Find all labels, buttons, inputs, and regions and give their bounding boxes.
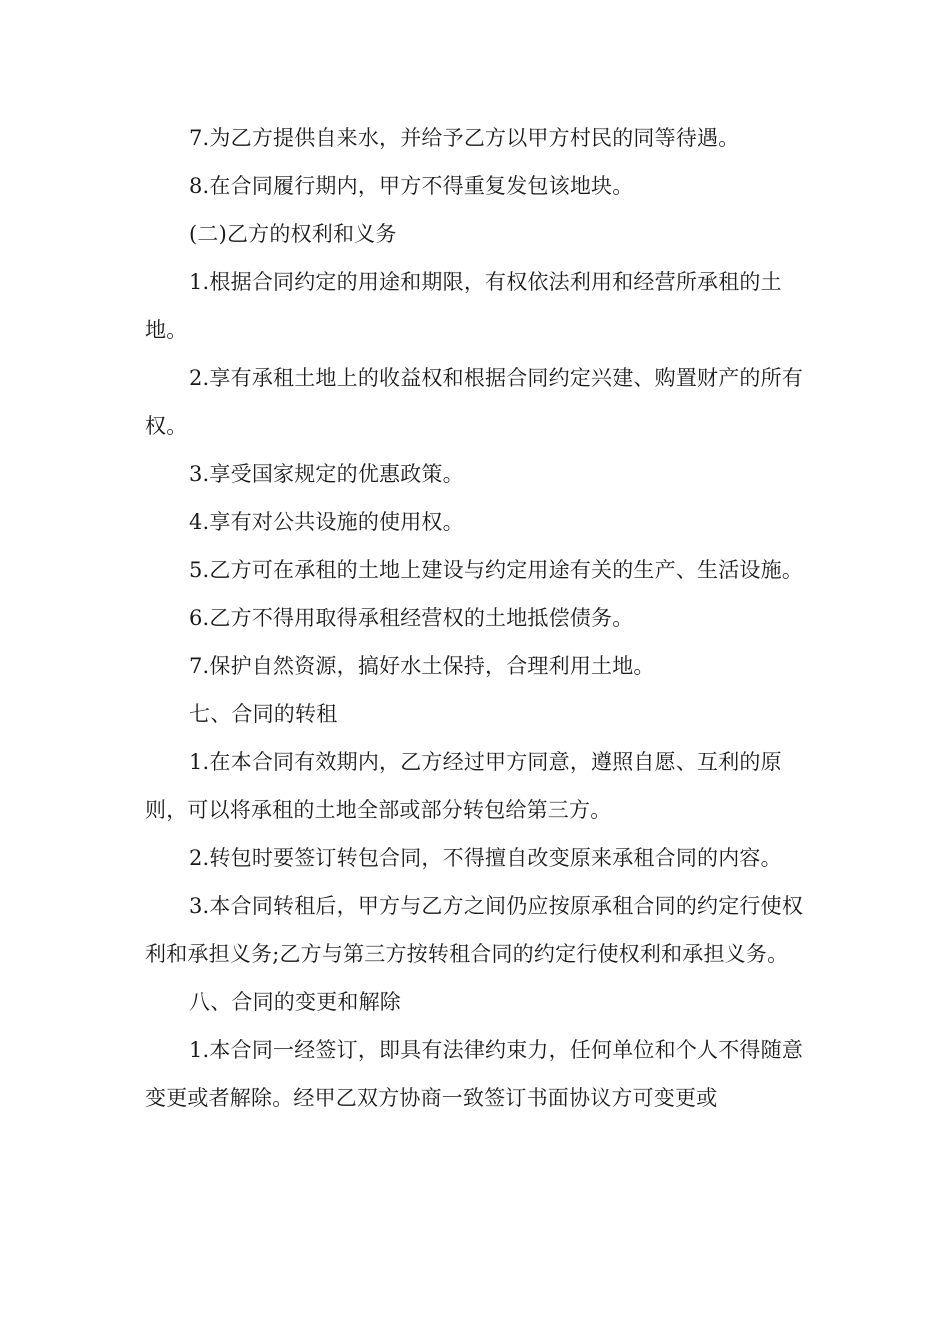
paragraph-item-8-no-repeat-contract: 8.在合同履行期内，甲方不得重复发包该地块。 [189, 174, 634, 198]
paragraph-item-3-policy: 3.享受国家规定的优惠政策。 [189, 462, 464, 486]
paragraph-item-6-no-debt-offset: 6.乙方不得用取得承租经营权的土地抵偿债务。 [189, 606, 634, 630]
paragraph-sublease-item-2: 2.转包时要签订转包合同，不得擅自改变原来承租合同的内容。 [189, 846, 782, 870]
paragraph-item-7-protect-resources: 7.保护自然资源，搞好水土保持，合理利用土地。 [189, 654, 655, 678]
section-heading-party-b-rights: (二)乙方的权利和义务 [189, 222, 397, 246]
paragraph-item-5-build-facilities: 5.乙方可在承租的土地上建设与约定用途有关的生产、生活设施。 [189, 558, 804, 582]
document-body [145, 114, 807, 1122]
paragraph-sublease-item-1: 1.在本合同有效期内，乙方经过甲方同意，遵照自愿、互利的原则，可以将承租的土地全部或部分转包给第三方。 [145, 750, 782, 822]
paragraph-item-1-use-land: 1.根据合同约定的用途和期限，有权依法利用和经营所承租的土地。 [145, 270, 782, 342]
paragraph-item-7-tap-water: 7.为乙方提供自来水，并给予乙方以甲方村民的同等待遇。 [189, 126, 740, 150]
paragraph-item-4-public-facilities: 4.享有对公共设施的使用权。 [189, 510, 464, 534]
section-heading-sublease: 七、合同的转租 [189, 702, 338, 726]
paragraph-change-item-1: 1.本合同一经签订，即具有法律约束力，任何单位和个人不得随意变更或者解除。经甲乙双方协商一致签订书面协议方可变更或 [145, 1038, 804, 1110]
section-heading-change-termination: 八、合同的变更和解除 [189, 990, 401, 1014]
paragraph-sublease-item-3: 3.本合同转租后，甲方与乙方之间仍应按原承租合同的约定行使权利和承担义务;乙方与第三方按转租合同的约定行使权利和承担义务。 [145, 894, 804, 966]
paragraph-item-2-income-rights: 2.享有承租土地上的收益权和根据合同约定兴建、购置财产的所有权。 [145, 366, 804, 438]
